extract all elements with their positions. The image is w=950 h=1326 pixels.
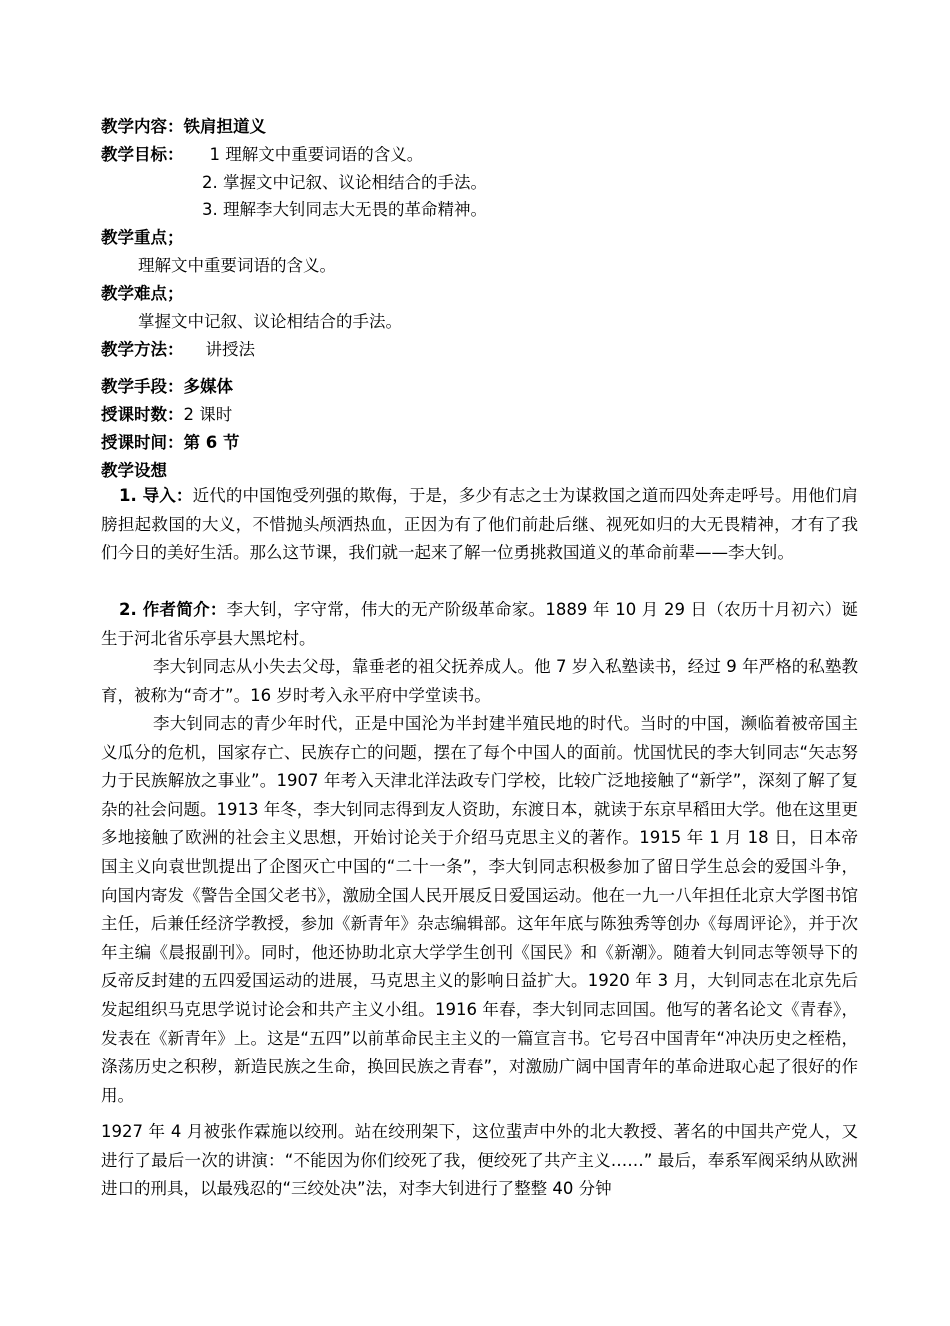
teaching-design-heading: 教学设想: [101, 461, 167, 480]
teaching-method-label: 教学方法：: [101, 340, 184, 359]
author-text: 李大钊，字守常，伟大的无产阶级革命家。1889 年 10 月 29 日（农历十月初六）诞生于河北省乐亭县大黑坨村。: [101, 600, 858, 648]
class-time-line: [101, 432, 239, 454]
teaching-content-line: [101, 116, 266, 138]
teaching-goals-label: 教学目标：: [101, 145, 184, 164]
intro-paragraph: [101, 482, 858, 568]
teaching-content-value: 铁肩担道义: [183, 117, 266, 136]
biography-paragraph-1: 李大钊同志从小失去父母，靠垂老的祖父抚养成人。他 7 岁入私塾读书，经过 9 年严格的私塾教育，被称为“奇才”。16 岁时考入永平府中学堂读书。: [101, 657, 858, 705]
class-hours-value: 2 课时: [183, 405, 233, 424]
author-lead: 2. 作者简介：: [119, 600, 227, 619]
class-hours-line: [101, 404, 232, 426]
teaching-goal-2: 2. 掌握文中记叙、议论相结合的手法。: [202, 173, 487, 192]
class-time-label: 授课时间：: [101, 433, 184, 452]
intro-text: 近代的中国饱受列强的欺侮，于是，多少有志之士为谋救国之道而四处奔走呼号。用他们肩膀担起救国的大义，不惜抛头颅洒热血，正因为有了他们前赴后继、视死如归的大无畏精神，才有了我们今日的美好生活。那么这节课，我们就一起来了解一位勇挑救国道义的革命前辈——李大钊。: [101, 486, 859, 563]
teaching-means-line: [101, 376, 233, 398]
intro-lead: 1. 导入：: [119, 486, 193, 505]
class-time-value: 第 6 节: [183, 433, 240, 452]
teaching-means-label: 教学手段：: [101, 377, 184, 396]
teaching-goal-1: 1 理解文中重要词语的含义。: [209, 145, 424, 164]
teaching-goal-3: 3. 理解李大钊同志大无畏的革命精神。: [202, 200, 487, 219]
difficulty-label: 教学难点；: [101, 284, 184, 303]
teaching-method-value: 讲授法: [205, 340, 255, 359]
teaching-means-value: 多媒体: [183, 377, 233, 396]
biography-paragraph-2: 李大钊同志的青少年时代，正是中国沦为半封建半殖民地的时代。当时的中国，濒临着被帝国主义瓜分的危机，国家存亡、民族存亡的问题，摆在了每个中国人的面前。忧国忧民的李大钊同志“矢志努力于民族解放之事业”。1907 年考入天津北洋法政专门学校，比较广泛地接触了“新学”，深刻了解了复杂的社会问题。1913 年冬，李大钊同志得到友人资助，东渡日本，就读于东京早稻田大学。他在这里更多地接触了欧洲的社会主义思想，开始讨论关于介绍马克思主义的著作。1915 年 1 月 18 日，日本帝国主义向袁世凯提出了企图灭亡中国的“二十一条”，李大钊同志积极参加了留日学生总会的爱国斗争，向国内寄发《警告全国父老书》，激励全国人民开展反日爱国运动。他在一九一八年担任北京大学图书馆主任，后兼任经济学教授，参加《新青年》杂志编辑部。这年年底与陈独秀等创办《每周评论》，并于次年主编《晨报副刊》。同时，他还协助北京大学学生创刊《国民》和《新潮》。随着大钊同志等领导下的反帝反封建的五四爱国运动的进展，马克思主义的影响日益扩大。1920 年 3 月，大钊同志在北京先后发起组织马克思学说讨论会和共产主义小组。1916 年春，李大钊同志回国。他写的著名论文《青春》，发表在《新青年》上。这是“五四”以前革命民主主义的一篇宣言书。它号召中国青年“冲决历史之桎梏，涤荡历史之积秽，新造民族之生命，换回民族之青春”，对激励广阔中国青年的革命进取心起了很好的作用。: [101, 714, 858, 1105]
biography-paragraph-3: 1927 年 4 月被张作霖施以绞刑。站在绞刑架下，这位蜚声中外的北大教授、著名的中国共产党人，又进行了最后一次的讲演：“不能因为你们绞死了我，便绞死了共产主义……” 最后，奉系军阀采纳从欧洲进口的刑具，以最残忍的“三绞处决”法，对李大钊进行了整整 40 分钟: [101, 1122, 858, 1199]
key-point-label: 教学重点；: [101, 228, 184, 247]
teaching-goals-line: [101, 144, 423, 166]
class-hours-label: 授课时数：: [101, 405, 184, 424]
teaching-content-label: 教学内容：: [101, 117, 184, 136]
difficulty-value: 掌握文中记叙、议论相结合的手法。: [138, 312, 402, 331]
key-point-value: 理解文中重要词语的含义。: [138, 256, 336, 275]
teaching-method-line: [101, 339, 255, 361]
author-paragraph: [101, 596, 858, 653]
